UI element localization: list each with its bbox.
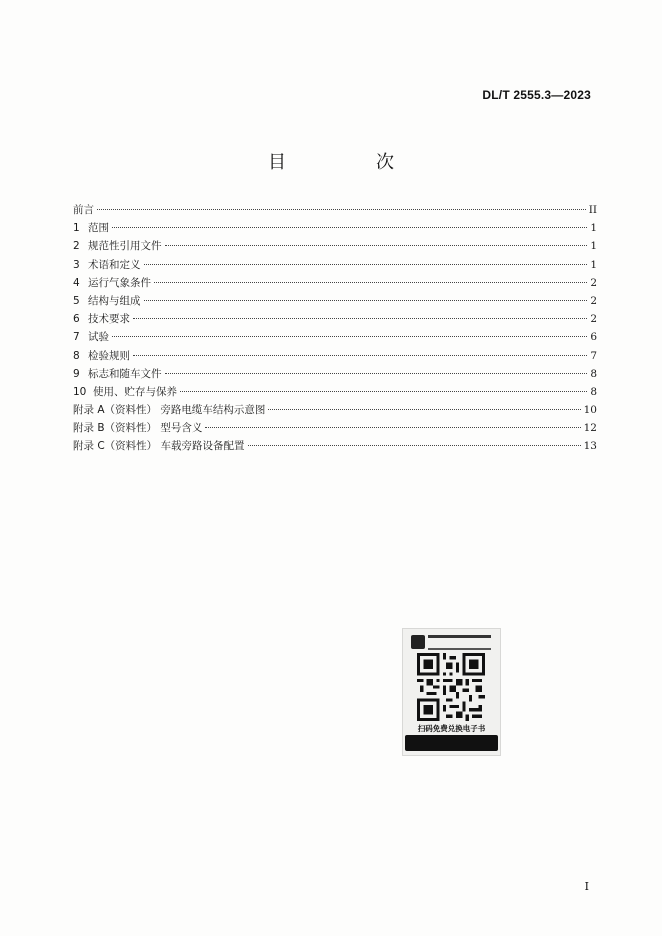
- toc-entry-number: 4: [73, 276, 80, 289]
- toc-entry-number: 3: [73, 258, 80, 271]
- toc-leader-dots: [180, 391, 587, 392]
- toc-entry[interactable]: [73, 438, 597, 456]
- toc-entry-page: 2: [590, 313, 597, 326]
- toc-entry-label: 范围: [88, 222, 109, 235]
- toc-entry-label: 试验: [88, 331, 109, 344]
- toc-entry-label: 检验规则: [88, 349, 130, 362]
- stamp-caption: 扫码免费兑换电子书: [417, 724, 486, 733]
- toc-entry-page: 8: [590, 367, 597, 380]
- toc-entry[interactable]: [73, 238, 597, 256]
- toc-entry-number: 10: [73, 385, 87, 398]
- toc-entry-label: 使用、贮存与保养: [93, 385, 177, 398]
- toc-entry[interactable]: [73, 384, 597, 402]
- toc-leader-dots: [97, 209, 586, 210]
- toc-entry-label: 附录 A（资料性） 旁路电缆车结构示意图: [73, 404, 266, 417]
- toc-entry-page: 1: [590, 240, 597, 253]
- publisher-logo: [411, 633, 491, 651]
- redacted-code-bar: [405, 735, 498, 751]
- toc-entry-number: 2: [73, 240, 80, 253]
- toc-entry-label: 术语和定义: [88, 258, 141, 271]
- toc-entry-number: 8: [73, 349, 80, 362]
- toc-leader-dots: [248, 445, 581, 446]
- toc-entry-number: 5: [73, 294, 80, 307]
- stamp-side-text-left: [407, 657, 413, 717]
- toc-entry-page: 1: [590, 222, 597, 235]
- toc-leader-dots: [205, 427, 580, 428]
- stamp-side-text-right: [490, 657, 496, 717]
- toc-leader-dots: [165, 373, 588, 374]
- toc-entry-label: 附录 C（资料性） 车载旁路设备配置: [73, 440, 245, 453]
- publisher-logo-icon: [411, 635, 425, 649]
- toc-entry[interactable]: [73, 257, 597, 275]
- toc-entry[interactable]: [73, 329, 597, 347]
- toc-entry-number: 1: [73, 222, 80, 235]
- toc-leader-dots: [133, 355, 587, 356]
- toc-entry-label: 附录 B（资料性） 型号含义: [73, 422, 203, 435]
- toc-entry[interactable]: [73, 420, 597, 438]
- toc-entry[interactable]: [73, 293, 597, 311]
- toc-entry[interactable]: [73, 402, 597, 420]
- toc-entry-label: 规范性引用文件: [88, 240, 162, 253]
- toc-entry-page: 10: [583, 404, 597, 417]
- toc-entry-number: 9: [73, 367, 80, 380]
- toc-entry[interactable]: [73, 220, 597, 238]
- page-number: I: [584, 880, 589, 893]
- qr-code-icon[interactable]: [417, 653, 485, 721]
- toc-entry[interactable]: [73, 311, 597, 329]
- toc-entry-page: 13: [583, 440, 597, 453]
- toc-leader-dots: [154, 282, 587, 283]
- toc-entry-label: 技术要求: [88, 313, 130, 326]
- toc-entry-page: II: [588, 204, 597, 216]
- toc-entry-page: 6: [590, 331, 597, 344]
- toc-entry-label: 运行气象条件: [88, 276, 151, 289]
- toc-leader-dots: [165, 245, 588, 246]
- toc-leader-dots: [133, 318, 587, 319]
- toc-leader-dots: [112, 227, 587, 228]
- toc-entry-page: 8: [590, 385, 597, 398]
- toc-entry-number: 7: [73, 331, 80, 344]
- toc-leader-dots: [144, 264, 588, 265]
- toc-entry[interactable]: [73, 366, 597, 384]
- toc-entry[interactable]: [73, 275, 597, 293]
- qr-stamp: [402, 628, 501, 756]
- toc-entry[interactable]: [73, 202, 597, 220]
- toc-title: 目 次: [268, 152, 430, 173]
- toc-leader-dots: [144, 300, 588, 301]
- toc-entry-label: 结构与组成: [88, 294, 141, 307]
- toc-entry-label: 标志和随车文件: [88, 367, 162, 380]
- toc-entry-page: 2: [590, 294, 597, 307]
- toc-entry-page: 1: [590, 258, 597, 271]
- toc-entry-page: 7: [590, 349, 597, 362]
- toc-entry[interactable]: [73, 348, 597, 366]
- toc-leader-dots: [112, 336, 587, 337]
- table-of-contents: [73, 202, 597, 457]
- toc-entry-number: 6: [73, 313, 80, 326]
- toc-entry-page: 2: [590, 276, 597, 289]
- standard-code: DL/T 2555.3—2023: [482, 88, 591, 102]
- toc-entry-label: 前言: [73, 204, 94, 216]
- publisher-logo-wordmark: [428, 635, 491, 650]
- toc-entry-page: 12: [583, 422, 597, 435]
- toc-leader-dots: [268, 409, 580, 410]
